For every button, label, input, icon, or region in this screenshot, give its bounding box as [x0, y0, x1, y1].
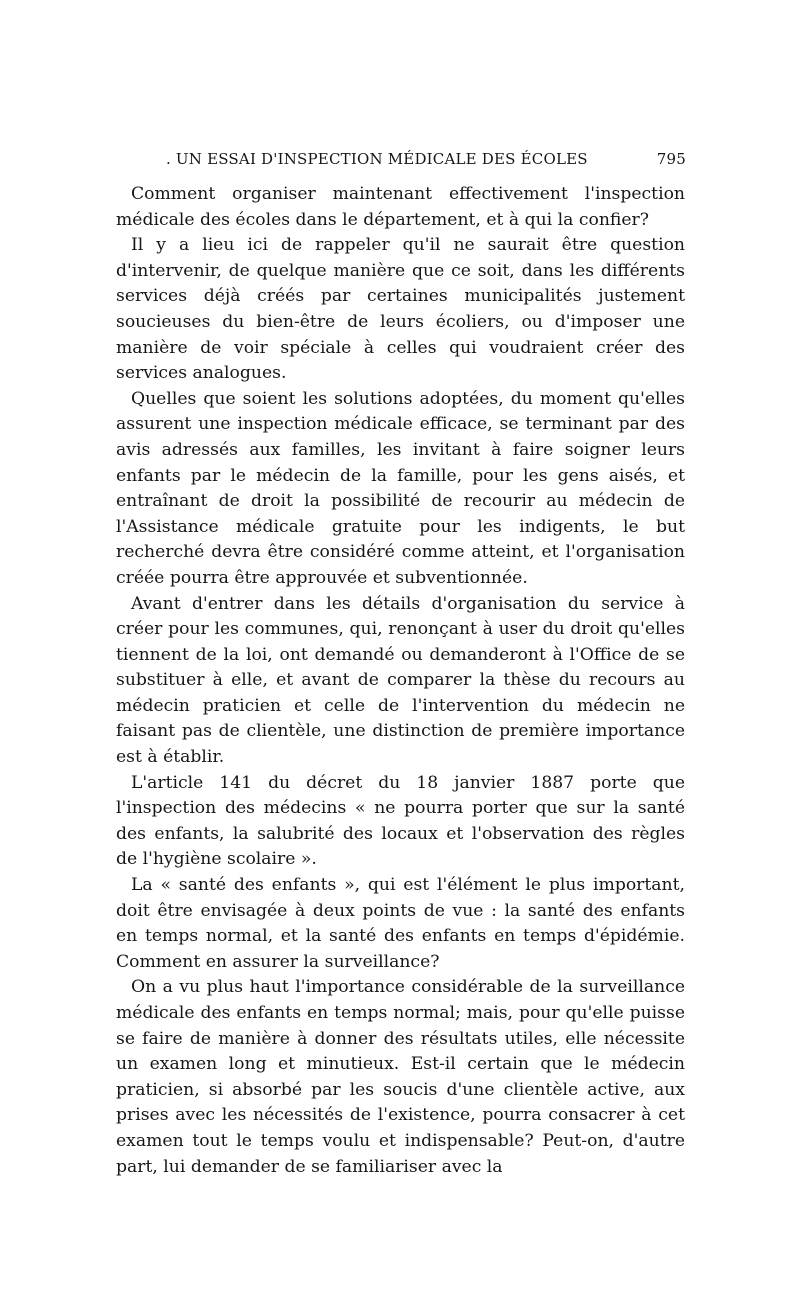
body-text — [116, 182, 685, 1180]
running-title: . UN ESSAI D'INSPECTION MÉDICALE DES ÉCOLES — [166, 150, 588, 168]
paragraph: L'article 141 du décret du 18 janvier 1887 porte que l'inspection des médecins « ne pourra porter que sur la santé des enfants, la salubrité des locaux et l'observation des règles de l'hygiène scolaire ». — [116, 772, 685, 870]
page-number: 795 — [656, 150, 686, 168]
paragraph: On a vu plus haut l'importance considérable de la surveillance médicale des enfants en temps normal; mais, pour qu'elle puisse se faire de manière à donner des résultats utiles, elle nécessite un examen long et minutieux. Est-il certain que le médecin praticien, si absorbé par les soucis d'une clientèle active, aux prises avec les nécessités de l'existence, pourra consacrer à cet examen tout le temps voulu et indispensable? Peut-on, d'autre part, lui demander de se familiariser avec la — [116, 977, 685, 1177]
paragraph: Il y a lieu ici de rappeler qu'il ne saurait être question d'intervenir, de quelque manière que ce soit, dans les différents services déjà créés par certaines municipalités justement soucieuses du bien-être de leurs écoliers, ou d'imposer une manière de voir spéciale à celles qui voudraient créer des services analogues. — [116, 235, 685, 384]
paragraph: Avant d'entrer dans les détails d'organisation du service à créer pour les communes, qui, renonçant à user du droit qu'elles tiennent de la loi, ont demandé ou demanderont à l'Office de se substituer à elle, et avant de comparer la thèse du recours au médecin praticien et celle de l'intervention du médecin ne faisant pas de clientèle, une distinction de première importance est à établir. — [116, 593, 685, 768]
paragraph: Comment organiser maintenant effectivement l'inspection médicale des écoles dans le département, et à qui la confier? — [116, 184, 685, 230]
paragraph: Quelles que soient les solutions adoptées, du moment qu'elles assurent une inspection médicale efficace, se terminant par des avis adressés aux familles, les invitant à faire soigner leurs enfants par le médecin de la famille, pour les gens aisés, et entraînant de droit la possibilité de recourir au médecin de l'Assistance médicale gratuite pour les indigents, le but recherché devra être considéré comme atteint, et l'organisation créée pourra être approuvée et subventionnée. — [116, 388, 685, 588]
running-head — [166, 150, 686, 168]
paragraph: La « santé des enfants », qui est l'élément le plus important, doit être envisagée à deux points de vue : la santé des enfants en temps normal, et la santé des enfants en temps d'épidémie. Comment en assurer la surveillance? — [116, 875, 685, 972]
